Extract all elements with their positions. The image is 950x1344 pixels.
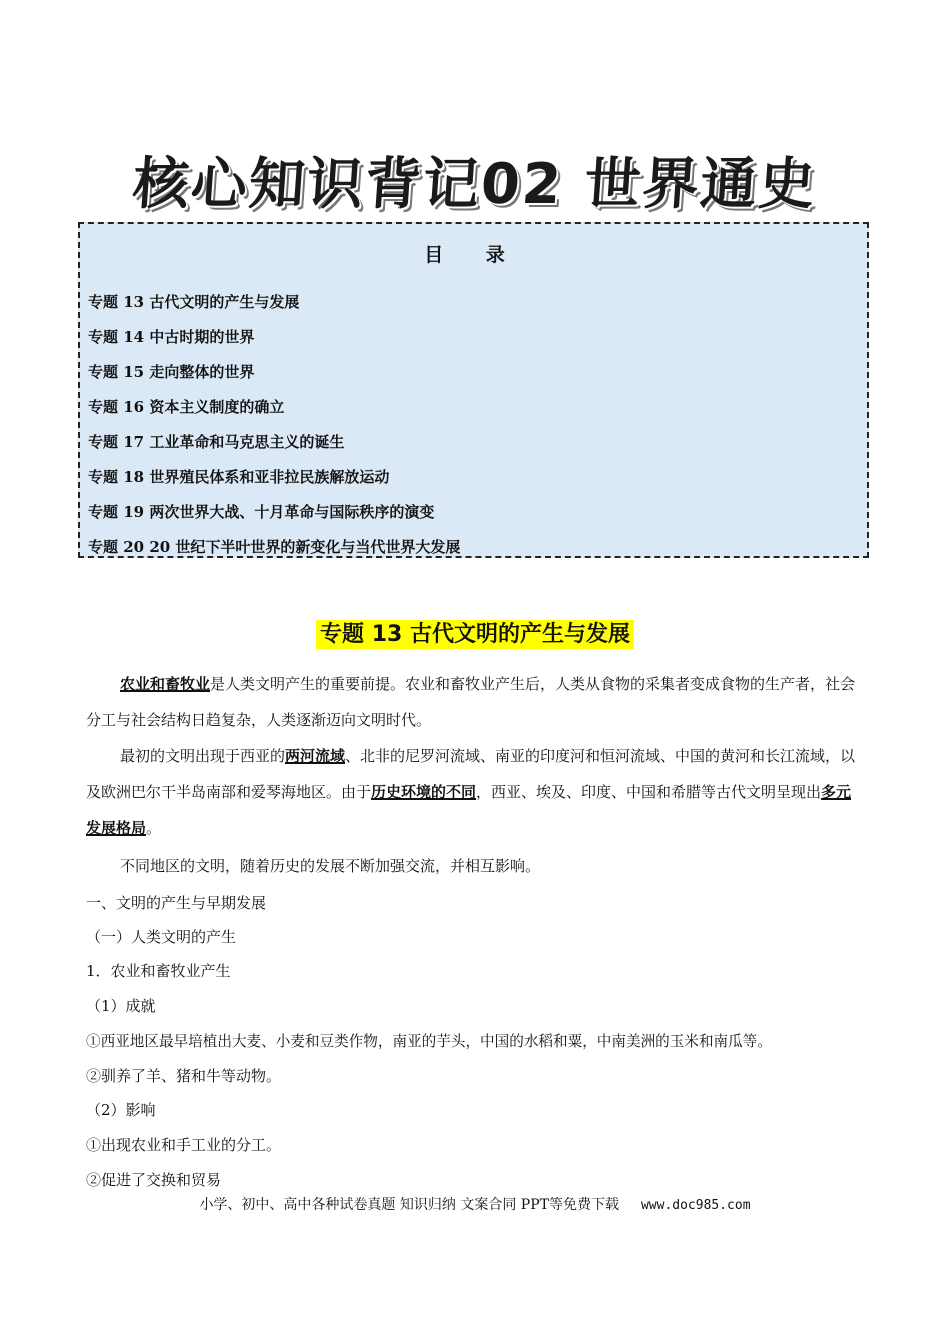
toc-item-17[interactable]: 专题 17 工业革命和马克思主义的诞生 [88, 433, 345, 451]
paragraph-1 [86, 666, 866, 738]
paragraph-2 [86, 738, 866, 846]
heading-level-1: 一、文明的产生与早期发展 [86, 894, 267, 912]
highlight-term: 多元发展格局 [86, 783, 852, 837]
highlight-term: 农业和畜牧业 [120, 675, 211, 693]
list-item: ①西亚地区最早培植出大麦、小麦和豆类作物，南亚的芋头，中国的水稻和粟，中南美洲的玉米和南瓜等。 [86, 1033, 772, 1050]
footer-text: 小学、初中、高中各种试卷真题 知识归纳 文案合同 PPT等免费下载 [199, 1197, 619, 1213]
paragraph-text: 。 [146, 819, 162, 837]
list-item: ①出现农业和手工业的分工。 [86, 1136, 282, 1154]
heading-level-2: （一）人类文明的产生 [86, 928, 237, 946]
toc-item-15[interactable]: 专题 15 走向整体的世界 [88, 363, 255, 381]
toc-item-19[interactable]: 专题 19 两次世界大战、十月革命与国际秩序的演变 [88, 503, 435, 521]
toc-item-20[interactable]: 专题 20 20 世纪下半叶世界的新变化与当代世界大发展 [88, 538, 461, 556]
table-of-contents [78, 222, 869, 558]
section-title [0, 617, 950, 648]
page-footer [0, 1194, 950, 1214]
subheading: （2）影响 [86, 1101, 156, 1119]
highlight-term: 两河流域 [285, 747, 346, 765]
subheading: （1）成就 [86, 997, 156, 1015]
footer-link[interactable]: www.doc985.com [640, 1198, 751, 1213]
paragraph-3: 不同地区的文明，随着历史的发展不断加强交流，并相互影响。 [120, 857, 541, 875]
paragraph-text: 最初的文明出现于西亚的 [120, 747, 286, 765]
toc-item-16[interactable]: 专题 16 资本主义制度的确立 [88, 398, 285, 416]
list-item: ②驯养了羊、猪和牛等动物。 [86, 1067, 282, 1085]
paragraph-text: 是人类文明产生的重要前提。农业和畜牧业产生后，人类从食物的采集者变成食物的生产者，社会分工与社会结构日趋复杂，人类逐渐迈向文明时代。 [86, 675, 856, 729]
section-title-text: 专题 13 古代文明的产生与发展 [316, 620, 634, 649]
paragraph-text: 、北非的尼罗河流域、南亚的印度河和恒河流域、中国的黄河和长江流域，以及欧洲巴尔干半岛南部和爱琴海地区。由于 [86, 747, 856, 801]
document-title: 核心知识背记02 世界通史 [130, 152, 819, 217]
highlight-term: 历史环境的不同 [371, 783, 477, 801]
toc-item-14[interactable]: 专题 14 中古时期的世界 [88, 328, 255, 346]
toc-item-13[interactable]: 专题 13 古代文明的产生与发展 [88, 293, 300, 311]
toc-item-18[interactable]: 专题 18 世界殖民体系和亚非拉民族解放运动 [88, 468, 390, 486]
toc-heading: 目 录 [424, 244, 523, 266]
heading-level-3: 1．农业和畜牧业产生 [86, 962, 231, 980]
list-item: ②促进了交换和贸易 [86, 1171, 222, 1189]
paragraph-text: ，西亚、埃及、印度、中国和希腊等古代文明呈现出 [476, 783, 822, 801]
